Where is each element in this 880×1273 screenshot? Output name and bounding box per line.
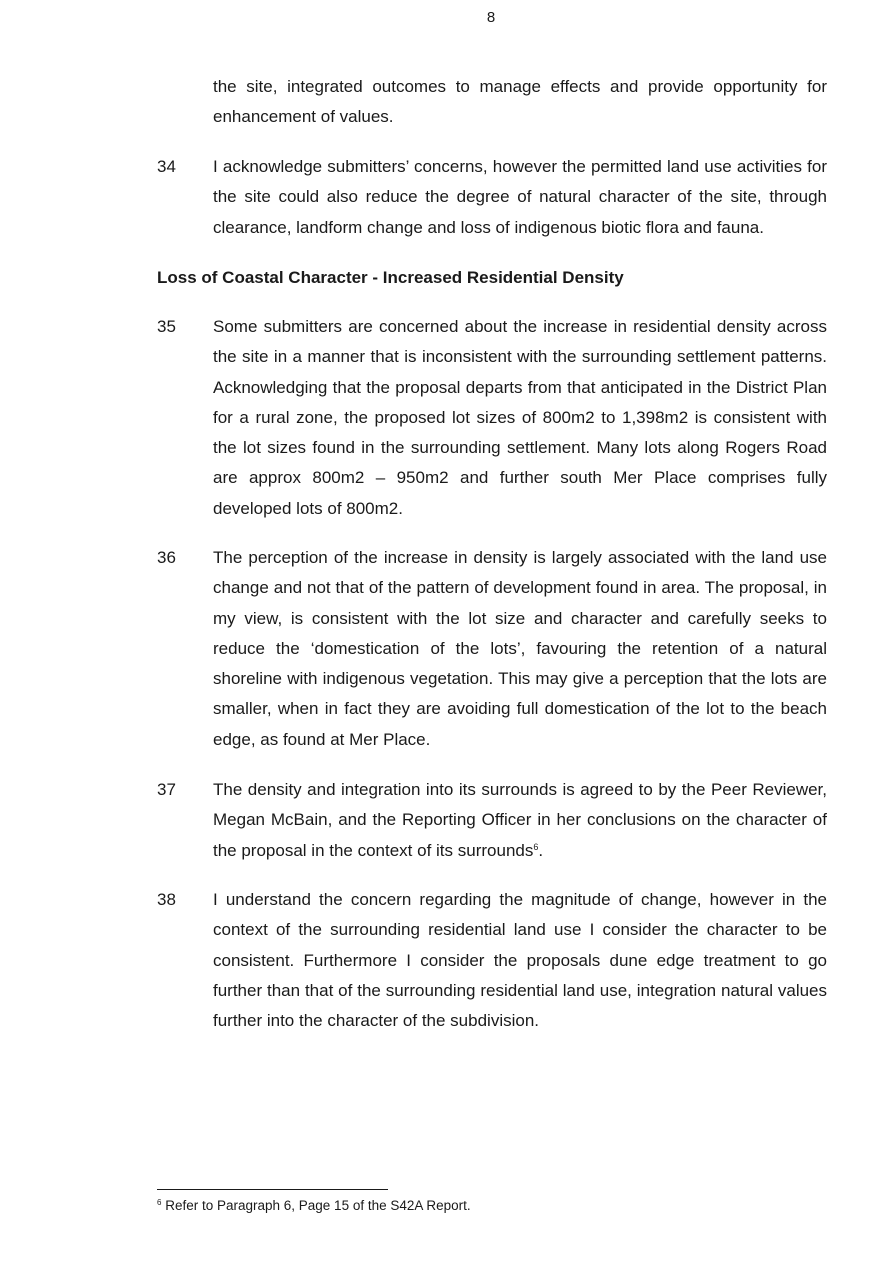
footnote-separator xyxy=(157,1189,388,1190)
paragraph-36 xyxy=(157,543,827,755)
paragraph-38 xyxy=(157,885,827,1036)
footnote-text: Refer to Paragraph 6, Page 15 of the S42A Report. xyxy=(161,1198,471,1213)
paragraph-number: 36 xyxy=(157,548,176,567)
footnote-marker: 6 xyxy=(157,1198,162,1207)
paragraph-number: 37 xyxy=(157,780,176,799)
paragraph-text: The perception of the increase in density is largely associated with the land use change and not that of the pattern of development found in area. The proposal, in my view, is consistent with the lot size and character and carefully seeks to reduce the ‘domestication of the lots’, favouring the retention of a natural shoreline with indigenous vegetation. This may give a perception that the lots are smaller, when in fact they are avoiding full domestication of the lot to the beach edge, as found at Mer Place. xyxy=(213,548,827,749)
paragraph-34 xyxy=(157,152,827,243)
page-number: 8 xyxy=(486,9,496,26)
paragraph-text: I acknowledge submitters’ concerns, however the permitted land use activities for the site could also reduce the degree of natural character of the site, through clearance, landform change and loss of indigenous biotic flora and fauna. xyxy=(213,157,827,237)
paragraph-text: Some submitters are concerned about the increase in residential density across the site in a manner that is inconsistent with the surrounding settlement patterns. Acknowledging that the proposal departs from that anticipated in the District Plan for a rural zone, the proposed lot sizes of 800m2 to 1,398m2 is consistent with the lot sizes found in the surrounding settlement. Many lots along Rogers Road are approx 800m2 – 950m2 and further south Mer Place comprises fully developed lots of 800m2. xyxy=(213,317,827,518)
intro-continuation xyxy=(157,72,827,133)
paragraph-number: 34 xyxy=(157,157,176,176)
paragraph-end: . xyxy=(538,840,544,860)
footnote xyxy=(157,1197,471,1215)
paragraph-text xyxy=(213,775,827,866)
paragraph-number: 35 xyxy=(157,317,176,336)
paragraph-body: The density and integration into its surrounds is agreed to by the Peer Reviewer, Megan McBain, and the Reporting Officer in her conclusions on the character of the proposal in the context of its surrounds xyxy=(213,780,827,860)
footnote-reference[interactable]: 6 xyxy=(533,841,539,852)
section-heading: Loss of Coastal Character - Increased Residential Density xyxy=(157,268,624,287)
paragraph-text: I understand the concern regarding the magnitude of change, however in the context of the surrounding residential land use I consider the character to be consistent. Furthermore I consider the proposals dune edge treatment to go further than that of the surrounding residential land use, integration natural values further into the character of the subdivision. xyxy=(213,890,827,1031)
paragraph-37 xyxy=(157,775,827,866)
paragraph-number: 38 xyxy=(157,890,176,909)
paragraph-text: the site, integrated outcomes to manage effects and provide opportunity for enhancement of values. xyxy=(213,77,827,127)
paragraph-35 xyxy=(157,312,827,524)
